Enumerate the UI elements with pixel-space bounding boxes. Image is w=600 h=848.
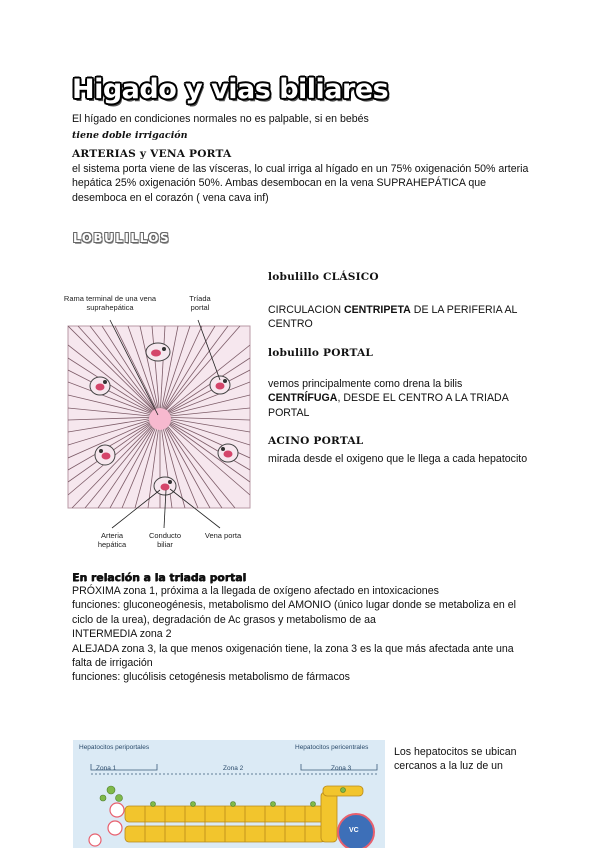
irrigation-note: tiene doble irrigación: [72, 130, 188, 141]
clasico-text: CIRCULACION CENTRIPETA DE LA PERIFERIA AL CENTRO: [268, 304, 518, 331]
vc-label: VC: [349, 827, 359, 834]
central-vein: [149, 408, 171, 430]
intro-paragraph: el sistema porta viene de las vísceras, lo cual irriga al hígado en un 75% oxigenación 50% arteria hepática 25% oxigenación 50%. Ambas desembocan en la vena SUPRAHEPÁTICA que desemboca en el corazón ( vena cava inf): [72, 163, 529, 204]
acinus-figure: [73, 740, 385, 848]
label-conducto-biliar: Conducto biliar: [148, 531, 182, 549]
triad: [210, 376, 230, 394]
acino-text: mirada desde el oxigeno que le llega a cada hepatocito: [268, 453, 528, 465]
page-title: Higado y vias biliares: [72, 74, 389, 105]
label-arteria-hepatica: Arteria hepática: [97, 531, 127, 549]
acinus-drawing: [73, 740, 385, 848]
portal-vessels: [89, 803, 124, 846]
lobulillos-heading: LOBULILLOS: [73, 231, 171, 245]
label-pericentrales: Hepatocitos pericentrales: [295, 744, 369, 751]
clasico-heading: lobulillo CLÁSICO: [268, 271, 379, 283]
zona3-label: Zona 3: [331, 765, 352, 772]
label-periportales: Hepatocitos periportales: [79, 744, 150, 751]
hepatocitos-text: Los hepatocitos se ubican cercanos a la luz de un: [394, 746, 517, 773]
triad: [218, 444, 238, 462]
arterias-heading: ARTERIAS y VENA PORTA: [72, 148, 232, 160]
triad: [146, 343, 170, 361]
label-rama-terminal: Rama terminal de una vena suprahepática: [63, 294, 157, 312]
hepatocyte-row: [125, 786, 363, 842]
triada-heading: En relación a la triada portal: [72, 571, 247, 584]
triada-line: INTERMEDIA zona 2: [72, 628, 172, 641]
triad: [95, 445, 115, 465]
acino-heading: ACINO PORTAL: [268, 435, 364, 447]
triada-line: funciones: gluconeogénesis, metabolismo del AMONIO (único lugar donde se metaboliza en el ciclo de la urea), degradación de Ac grasos y metabolismo de aa: [72, 599, 517, 626]
label-triada-portal: Tríada portal: [189, 294, 211, 312]
label-vena-porta: Vena porta: [204, 531, 242, 540]
portal-text: vemos principalmente como drena la bilis CENTRÍFUGA, DESDE EL CENTRO A LA TRIADA PORTAL: [268, 378, 509, 419]
zona2-label: Zona 2: [223, 765, 244, 772]
triad: [90, 377, 110, 395]
triada-line: PRÓXIMA zona 1, próxima a la llegada de oxígeno afectado en intoxicaciones: [72, 585, 439, 597]
portal-heading: lobulillo PORTAL: [268, 347, 374, 359]
triada-line: funciones: glucólisis cetogénesis metabolismo de fármacos: [72, 671, 350, 684]
zona1-label: Zona 1: [96, 765, 117, 772]
bile-duct-markers: [100, 786, 346, 807]
lobule-diagram: [60, 290, 260, 560]
triada-line: ALEJADA zona 3, la que menos oxigenación tiene, la zona 3 es la que más afectada ante una falta de irrigación: [72, 642, 514, 670]
triada-text: [72, 584, 534, 685]
intro-line: El hígado en condiciones normales no es palpable, si en bebés: [72, 113, 369, 125]
